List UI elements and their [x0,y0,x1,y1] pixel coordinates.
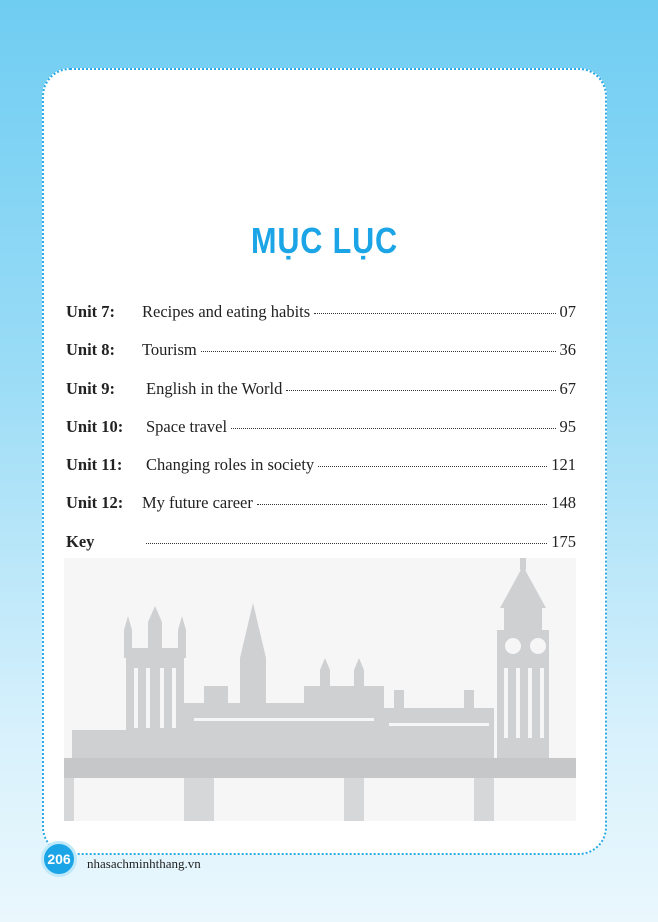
toc-leader-dots [146,543,547,544]
toc-row[interactable] [66,302,576,340]
toc-topic: English in the World [146,378,283,398]
toc-topic: Space travel [146,416,228,436]
toc-leader-dots [314,313,555,314]
toc-topic: My future career [142,493,253,513]
toc-unit: Unit 12: [66,493,124,513]
toc-unit: Key [66,531,95,551]
toc-unit: Unit 7: [66,302,116,321]
toc-page-number: 175 [551,531,576,551]
toc-leader-dots [231,428,555,429]
toc-unit: Unit 9: [66,378,116,398]
toc-leader-dots [286,390,555,391]
london-skyline-illustration [64,558,576,821]
toc-row[interactable] [66,493,576,531]
content-card [42,68,607,855]
toc-row[interactable] [66,455,576,493]
toc-unit: Unit 8: [66,340,116,360]
toc-topic: Recipes and eating habits [142,302,311,321]
page-number-badge: 206 [41,841,77,877]
toc-leader-dots [201,351,556,352]
toc-unit: Unit 11: [66,455,123,475]
toc-page-number: 67 [559,378,576,398]
table-of-contents [66,302,576,570]
toc-row[interactable] [66,379,576,417]
toc-page-number: 148 [551,493,576,513]
toc-leader-dots [318,466,547,467]
page-title: MỤC LỤC [250,220,399,261]
toc-page-number: 36 [559,340,576,360]
toc-page-number: 07 [559,302,576,321]
toc-unit: Unit 10: [66,416,124,436]
toc-topic: Tourism [142,340,197,360]
publisher-website: nhasachminhthang.vn [87,856,201,871]
toc-page-number: 121 [551,455,576,475]
toc-row[interactable] [66,417,576,455]
toc-page-number: 95 [559,416,576,436]
toc-leader-dots [257,504,547,505]
toc-topic: Changing roles in society [146,455,315,475]
toc-row[interactable] [66,340,576,378]
